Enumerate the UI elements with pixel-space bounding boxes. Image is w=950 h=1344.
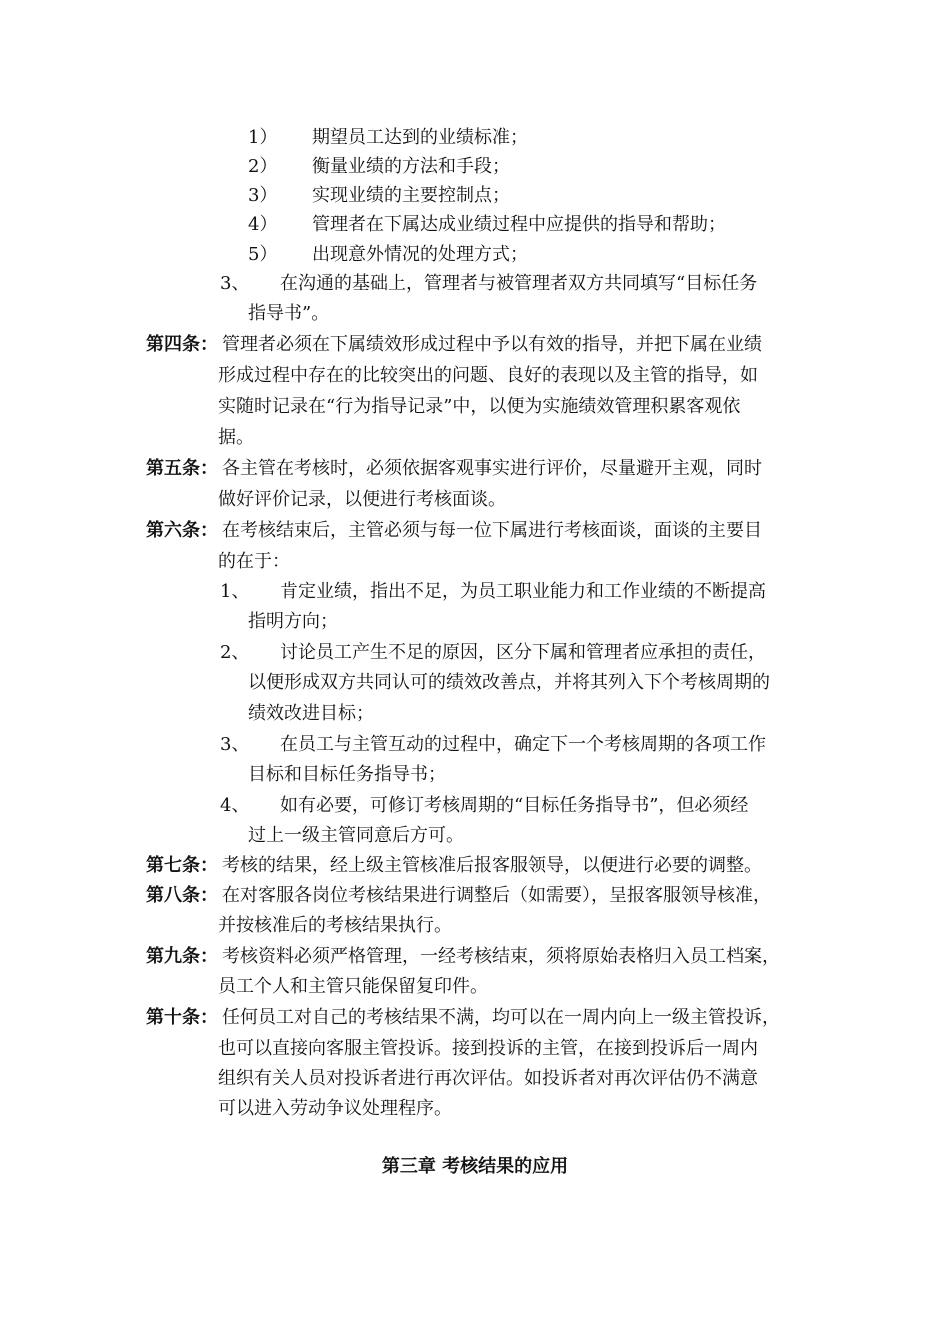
article-text: 实随时记录在“行为指导记录”中，以便为实施绩效管理积累客观依 <box>218 396 741 417</box>
article-text: 考核的结果，经上级主管核准后报客服领导，以便进行必要的调整。 <box>222 855 762 876</box>
item-number: 3、 <box>220 273 250 294</box>
item-number: 3） <box>248 185 278 206</box>
item-text: 指明方向； <box>248 611 338 632</box>
item-text: 讨论员工产生不足的原因，区分下属和管理者应承担的责任， <box>280 642 766 663</box>
article-text: 也可以直接向客服主管投诉。接到投诉的主管，在接到投诉后一周内 <box>218 1038 758 1059</box>
article-text: 管理者必须在下属绩效形成过程中予以有效的指导，并把下属在业绩 <box>222 334 762 355</box>
article-label: 第四条： <box>146 334 218 355</box>
item-text: 绩效改进目标； <box>248 703 374 724</box>
item-text: 管理者在下属达成业绩过程中应提供的指导和帮助； <box>312 214 726 235</box>
article-text: 各主管在考核时，必须依据客观事实进行评价，尽量避开主观，同时 <box>222 458 762 479</box>
article-text: 考核资料必须严格管理，一经考核结束，须将原始表格归入员工档案， <box>222 946 780 967</box>
article-label: 第十条： <box>146 1007 218 1028</box>
item-text: 在员工与主管互动的过程中，确定下一个考核周期的各项工作 <box>280 734 766 755</box>
item-text: 目标和目标任务指导书； <box>248 764 446 785</box>
article-text: 组织有关人员对投诉者进行再次评估。如投诉者对再次评估仍不满意 <box>218 1068 758 1089</box>
article-text: 在考核结束后，主管必须与每一位下属进行考核面谈，面谈的主要目 <box>222 520 762 541</box>
item-text: 出现意外情况的处理方式； <box>312 244 528 265</box>
article-label: 第九条： <box>146 946 218 967</box>
article-label: 第六条： <box>146 520 218 541</box>
article-text: 据。 <box>218 427 254 448</box>
item-text: 期望员工达到的业绩标准； <box>312 127 528 148</box>
article-text: 员工个人和主管只能保留复印件。 <box>218 976 488 997</box>
item-number: 2） <box>248 156 278 177</box>
item-text: 实现业绩的主要控制点； <box>312 185 510 206</box>
item-number: 2、 <box>220 642 250 663</box>
item-number: 4） <box>248 214 278 235</box>
item-number: 1） <box>248 127 278 148</box>
item-text: 过上一级主管同意后方可。 <box>248 825 464 846</box>
item-number: 3、 <box>220 734 250 755</box>
article-text: 做好评价记录，以便进行考核面谈。 <box>218 489 506 510</box>
article-text: 的在于： <box>218 551 290 572</box>
item-text: 以便形成双方共同认可的绩效改善点，并将其列入下个考核周期的 <box>248 672 770 693</box>
article-label: 第八条： <box>146 885 218 906</box>
article-label: 第五条： <box>146 458 218 479</box>
item-text: 衡量业绩的方法和手段； <box>312 156 510 177</box>
item-text: 如有必要，可修订考核周期的“目标任务指导书”，但必须经 <box>280 795 749 816</box>
item-text: 在沟通的基础上，管理者与被管理者双方共同填写“目标任务 <box>280 273 758 294</box>
chapter-title: 第三章 考核结果的应用 <box>381 1156 569 1177</box>
item-text: 指导书”。 <box>248 303 330 324</box>
item-number: 4、 <box>220 795 250 816</box>
item-text: 肯定业绩，指出不足，为员工职业能力和工作业绩的不断提高 <box>280 581 766 602</box>
article-label: 第七条： <box>146 855 218 876</box>
article-text: 并按核准后的考核结果执行。 <box>218 915 452 936</box>
article-text: 在对客服各岗位考核结果进行调整后（如需要），呈报客服领导核准， <box>222 885 771 906</box>
article-text: 任何员工对自己的考核结果不满，均可以在一周内向上一级主管投诉， <box>222 1007 780 1028</box>
article-text: 形成过程中存在的比较突出的问题、良好的表现以及主管的指导，如 <box>218 365 758 386</box>
item-number: 1、 <box>220 581 250 602</box>
item-number: 5） <box>248 244 278 265</box>
article-text: 可以进入劳动争议处理程序。 <box>218 1098 452 1119</box>
